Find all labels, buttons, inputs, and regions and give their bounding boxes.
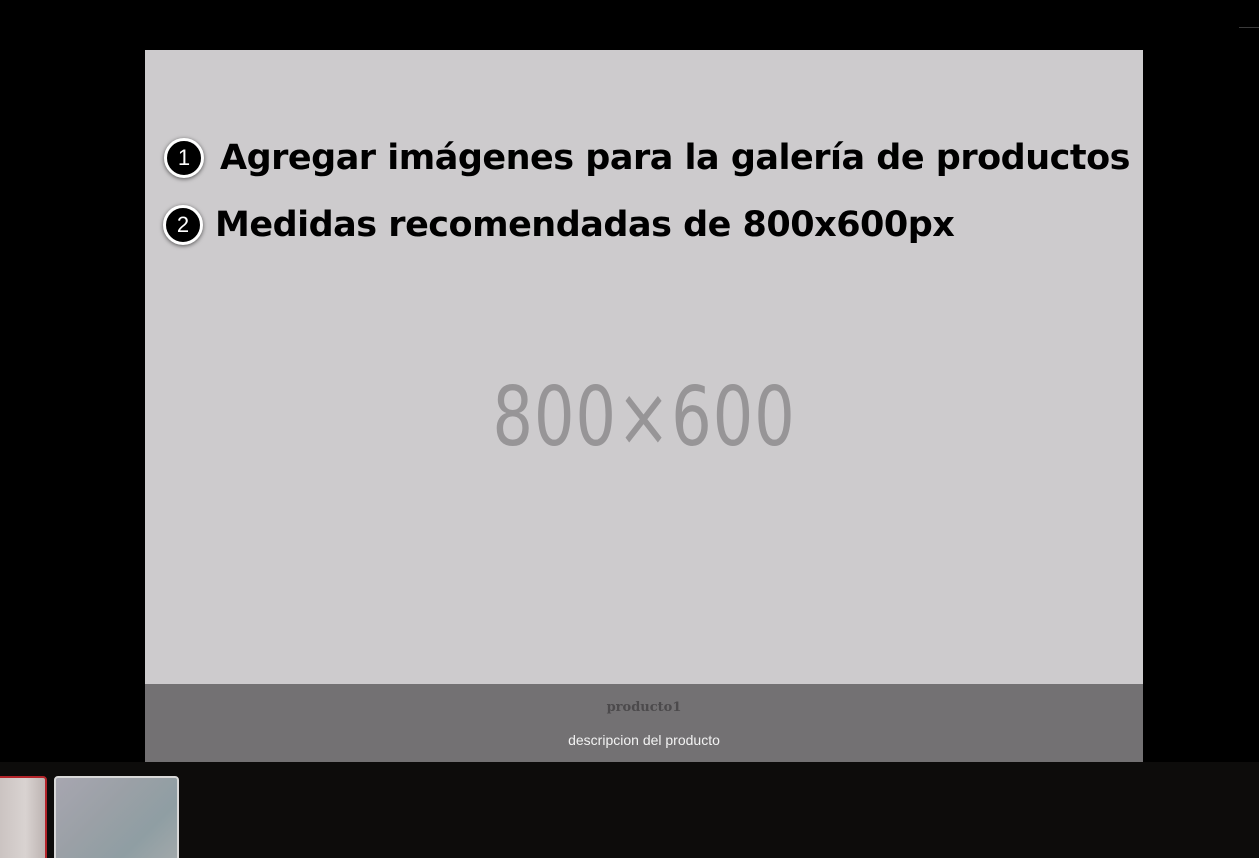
annotation-text-2: Medidas recomendadas de 800x600px: [215, 205, 955, 245]
annotation-2: [163, 205, 954, 245]
thumbnail-strip: [0, 762, 1259, 858]
thumbnail-1[interactable]: [0, 776, 47, 858]
caption-title: producto1: [606, 700, 682, 715]
thumbnail-2[interactable]: [54, 776, 179, 858]
placeholder-dimensions-label: 800×600: [492, 370, 796, 465]
caption-description: descripcion del producto: [568, 732, 720, 748]
step-badge-2: 2: [163, 205, 203, 245]
step-badge-1: 1: [164, 138, 204, 178]
close-area-divider: [1239, 27, 1259, 28]
annotation-1: [164, 138, 1130, 178]
slide-caption: [145, 684, 1143, 762]
annotation-text-1: Agregar imágenes para la galería de productos: [220, 138, 1130, 178]
